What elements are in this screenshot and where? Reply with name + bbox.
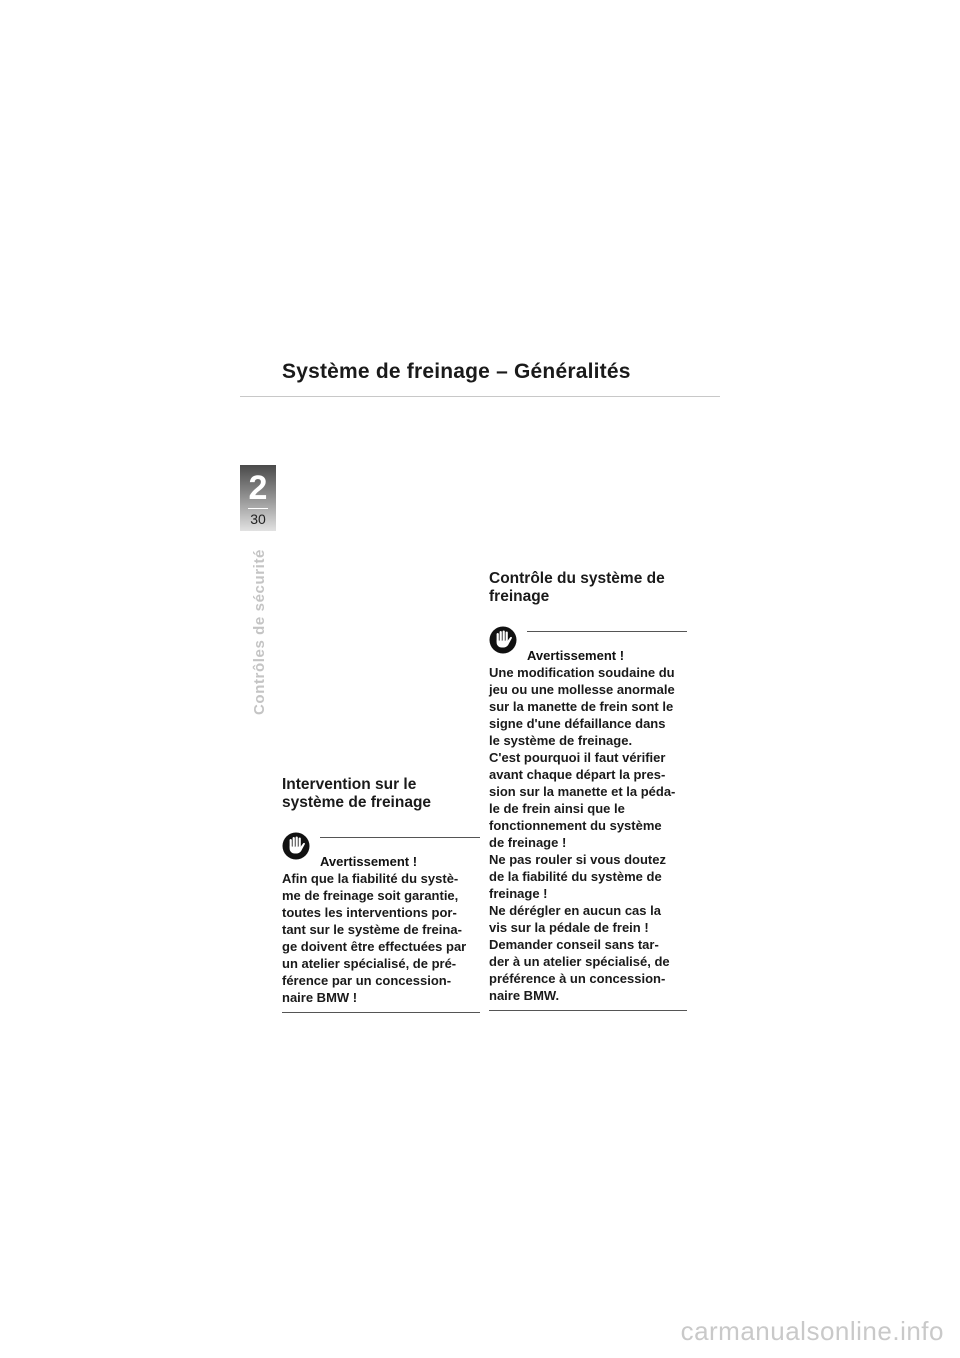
warning-rule	[320, 837, 480, 838]
section-brake-intervention	[282, 776, 480, 1013]
page-number: 30	[250, 511, 266, 527]
warning-text: Afin que la fiabilité du systè- me de freinage soit garantie, toutes les interventions por- tant sur le système de freina- ge doivent être effectuées par un atelier spécialisé, de pré- férence par un concession- naire BMW !	[282, 871, 467, 1005]
chapter-divider	[248, 508, 268, 509]
section-heading: Contrôle du système de freinage	[489, 570, 665, 605]
section-side-label: Contrôles de sécurité	[251, 549, 268, 715]
warning-title: Avertissement !	[527, 648, 625, 663]
hand-stop-icon	[282, 832, 310, 860]
section-heading: Intervention sur le système de freinage	[282, 776, 432, 811]
page-title: Système de freinage – Généralités	[282, 360, 631, 383]
warning-header	[489, 626, 687, 666]
title-divider	[240, 396, 720, 397]
section-brake-check	[489, 570, 687, 1011]
chapter-tab	[240, 465, 276, 531]
warning-end-rule	[489, 1010, 687, 1011]
watermark: carmanualsonline.info	[680, 1316, 944, 1346]
hand-stop-icon	[489, 626, 517, 654]
warning-title: Avertissement !	[320, 854, 418, 869]
warning-rule	[527, 631, 687, 632]
chapter-number: 2	[248, 469, 268, 507]
warning-text: Une modification soudaine du jeu ou une mollesse anormale sur la manette de frein sont le signe d'une défaillance dans le système de freinage. C'est pourquoi il faut vérifier avant chaque départ la pres- sion sur la manette et la péda- le de frein ainsi que le fonctionnement du système de freinage ! Ne pas rouler si vous doutez de la fiabilité du système de freinage ! Ne dérégler en aucun cas la vis sur la pédale de frein ! Demander conseil sans tar- der à un atelier spécialisé, de préférence à un concession- naire BMW.	[489, 665, 676, 1003]
warning-header	[282, 832, 480, 872]
warning-end-rule	[282, 1012, 480, 1013]
